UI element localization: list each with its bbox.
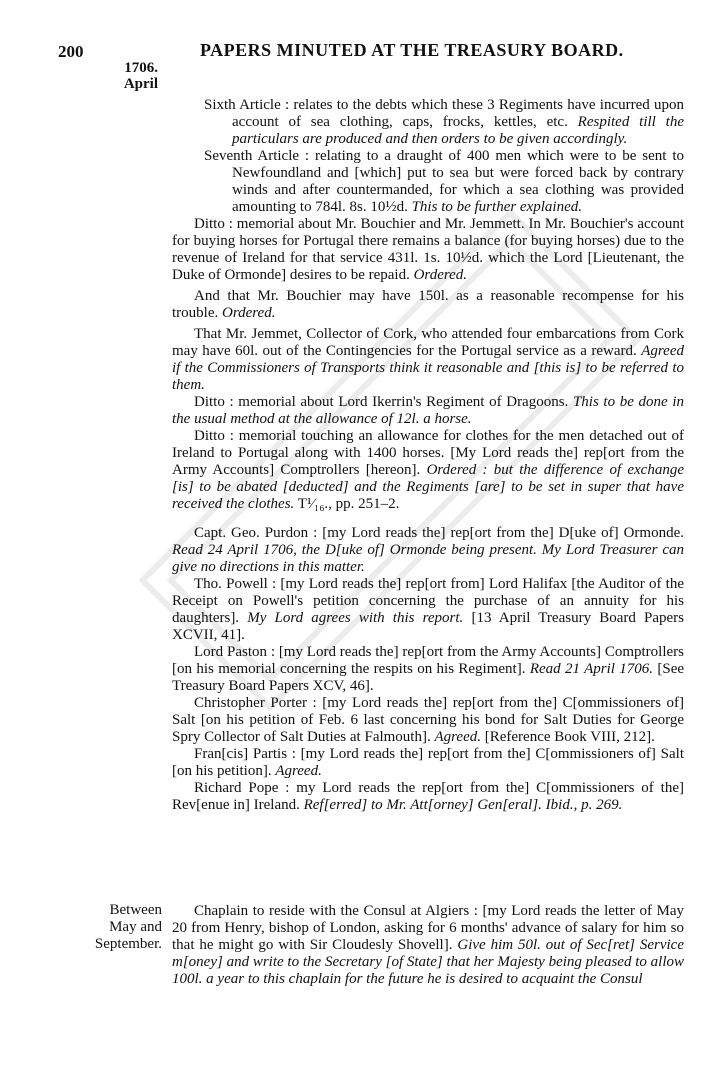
para-ikerrin: Ditto : memorial about Lord Ikerrin's Regiment of Dragoons. This to be done in the usual method at the allowance of 12l. a horse.	[172, 394, 684, 427]
main-text	[172, 97, 684, 814]
para-jemmet: That Mr. Jemmet, Collector of Cork, who attended four embarcations from Cork may have 60l. out of the Contingencies for the Portugal service as a reward. Agreed if the Commissioners of Transports think it reasonable and [this is] to be referred to them.	[172, 326, 684, 393]
margin-year: 1706.	[124, 60, 158, 76]
para-powell: Tho. Powell : [my Lord reads the] rep[ort from] Lord Halifax [the Auditor of the Receipt on Powell's petition concerning the purchase of an annuity for his daughters]. My Lord agrees with this report. [13 April Treasury Board Papers XCVII, 41].	[172, 576, 684, 643]
para-paston: Lord Paston : [my Lord reads the] rep[ort from the Army Accounts] Comptrollers [on his memorial concerning the respits on his Regiment]. Read 21 April 1706. [See Treasury Board Papers XCV, 46].	[172, 644, 685, 694]
para-porter: Christopher Porter : [my Lord reads the] rep[ort from the] C[ommissioners of] Salt [on his petition of Feb. 6 last concerning his bond for Salt Duties for George Spry Collector of Salt Duties at Falmouth]. Agreed. [Reference Book VIII, 212].	[172, 695, 684, 745]
para-chaplain: Chaplain to reside with the Consul at Algiers : [my Lord reads the letter of May 20 from Henry, bishop of London, asking for 6 months' advance of salary for him so that he might go with Sir Cloudesly Shovell]. Give him 50l. out of Sec[ret] Service m[oney] and write to the Secretary [of State] that her Majesty being pleased to allow 100l. a year to this chaplain for the future he is desired to acquaint the Consul	[172, 903, 684, 987]
para-pope: Richard Pope : my Lord reads the rep[ort from the] C[ommissioners of the] Rev[enue in] Ireland. Ref[erred] to Mr. Att[orney] Gen[eral]. Ibid., p. 269.	[172, 780, 684, 813]
margin-month: April	[123, 76, 158, 92]
para-purdon: Capt. Geo. Purdon : [my Lord reads the] rep[ort from the] D[uke of] Ormonde. Read 24 April 1706, the D[uke of] Ormonde being present. My Lord Treasurer can give no directions in this matter.	[172, 525, 684, 575]
para-seventh-article: Seventh Article : relating to a draught of 400 men which were to be sent to Newfoundland and [which] put to sea but were forced back by contrary winds and after countermanded, for which a sea clothing was provided amounting to 784l. 8s. 10½d. This to be further explained.	[204, 148, 684, 215]
para-clothes: Ditto : memorial touching an allowance for clothes for the men detached out of Ireland to Portugal along with 1400 horses. [My Lord reads the] rep[ort from the Army Accounts] Comptrollers [hereon]. Ordered : but the difference of exchange [is] to be abated [deducted] and the Regiments [are] to be set in super that have received the clothes. T¹⁄₁₆., pp. 251–2.	[172, 428, 685, 512]
page-number: 200	[58, 42, 84, 61]
margin-between-dates: Between May and September.	[94, 902, 162, 952]
para-partis: Fran[cis] Partis : [my Lord reads the] rep[ort from the] C[ommissioners of] Salt [on his petition]. Agreed.	[172, 746, 684, 779]
running-title: PAPERS MINUTED AT THE TREASURY BOARD.	[200, 40, 624, 60]
para-sixth-article: Sixth Article : relates to the debts which these 3 Regiments have incurred upon account of sea clothing, caps, frocks, kettles, etc. Respited till the particulars are produced and then orders to be given accordingly.	[204, 97, 684, 147]
margin-date	[78, 60, 158, 92]
main-text-chaplain	[172, 903, 684, 988]
para-bouchier: Ditto : memorial about Mr. Bouchier and Mr. Jemmett. In Mr. Bouchier's account for buying horses for Portugal there remains a balance (for buying horses) due to the revenue of Ireland for that service 431l. 1s. 10½d. which the Lord [Lieutenant, the Duke of Ormonde] desires to be repaid. Ordered.	[172, 216, 684, 283]
para-bouchier-recompense: And that Mr. Bouchier may have 150l. as a reasonable recompense for his trouble. Ordered.	[172, 288, 684, 321]
